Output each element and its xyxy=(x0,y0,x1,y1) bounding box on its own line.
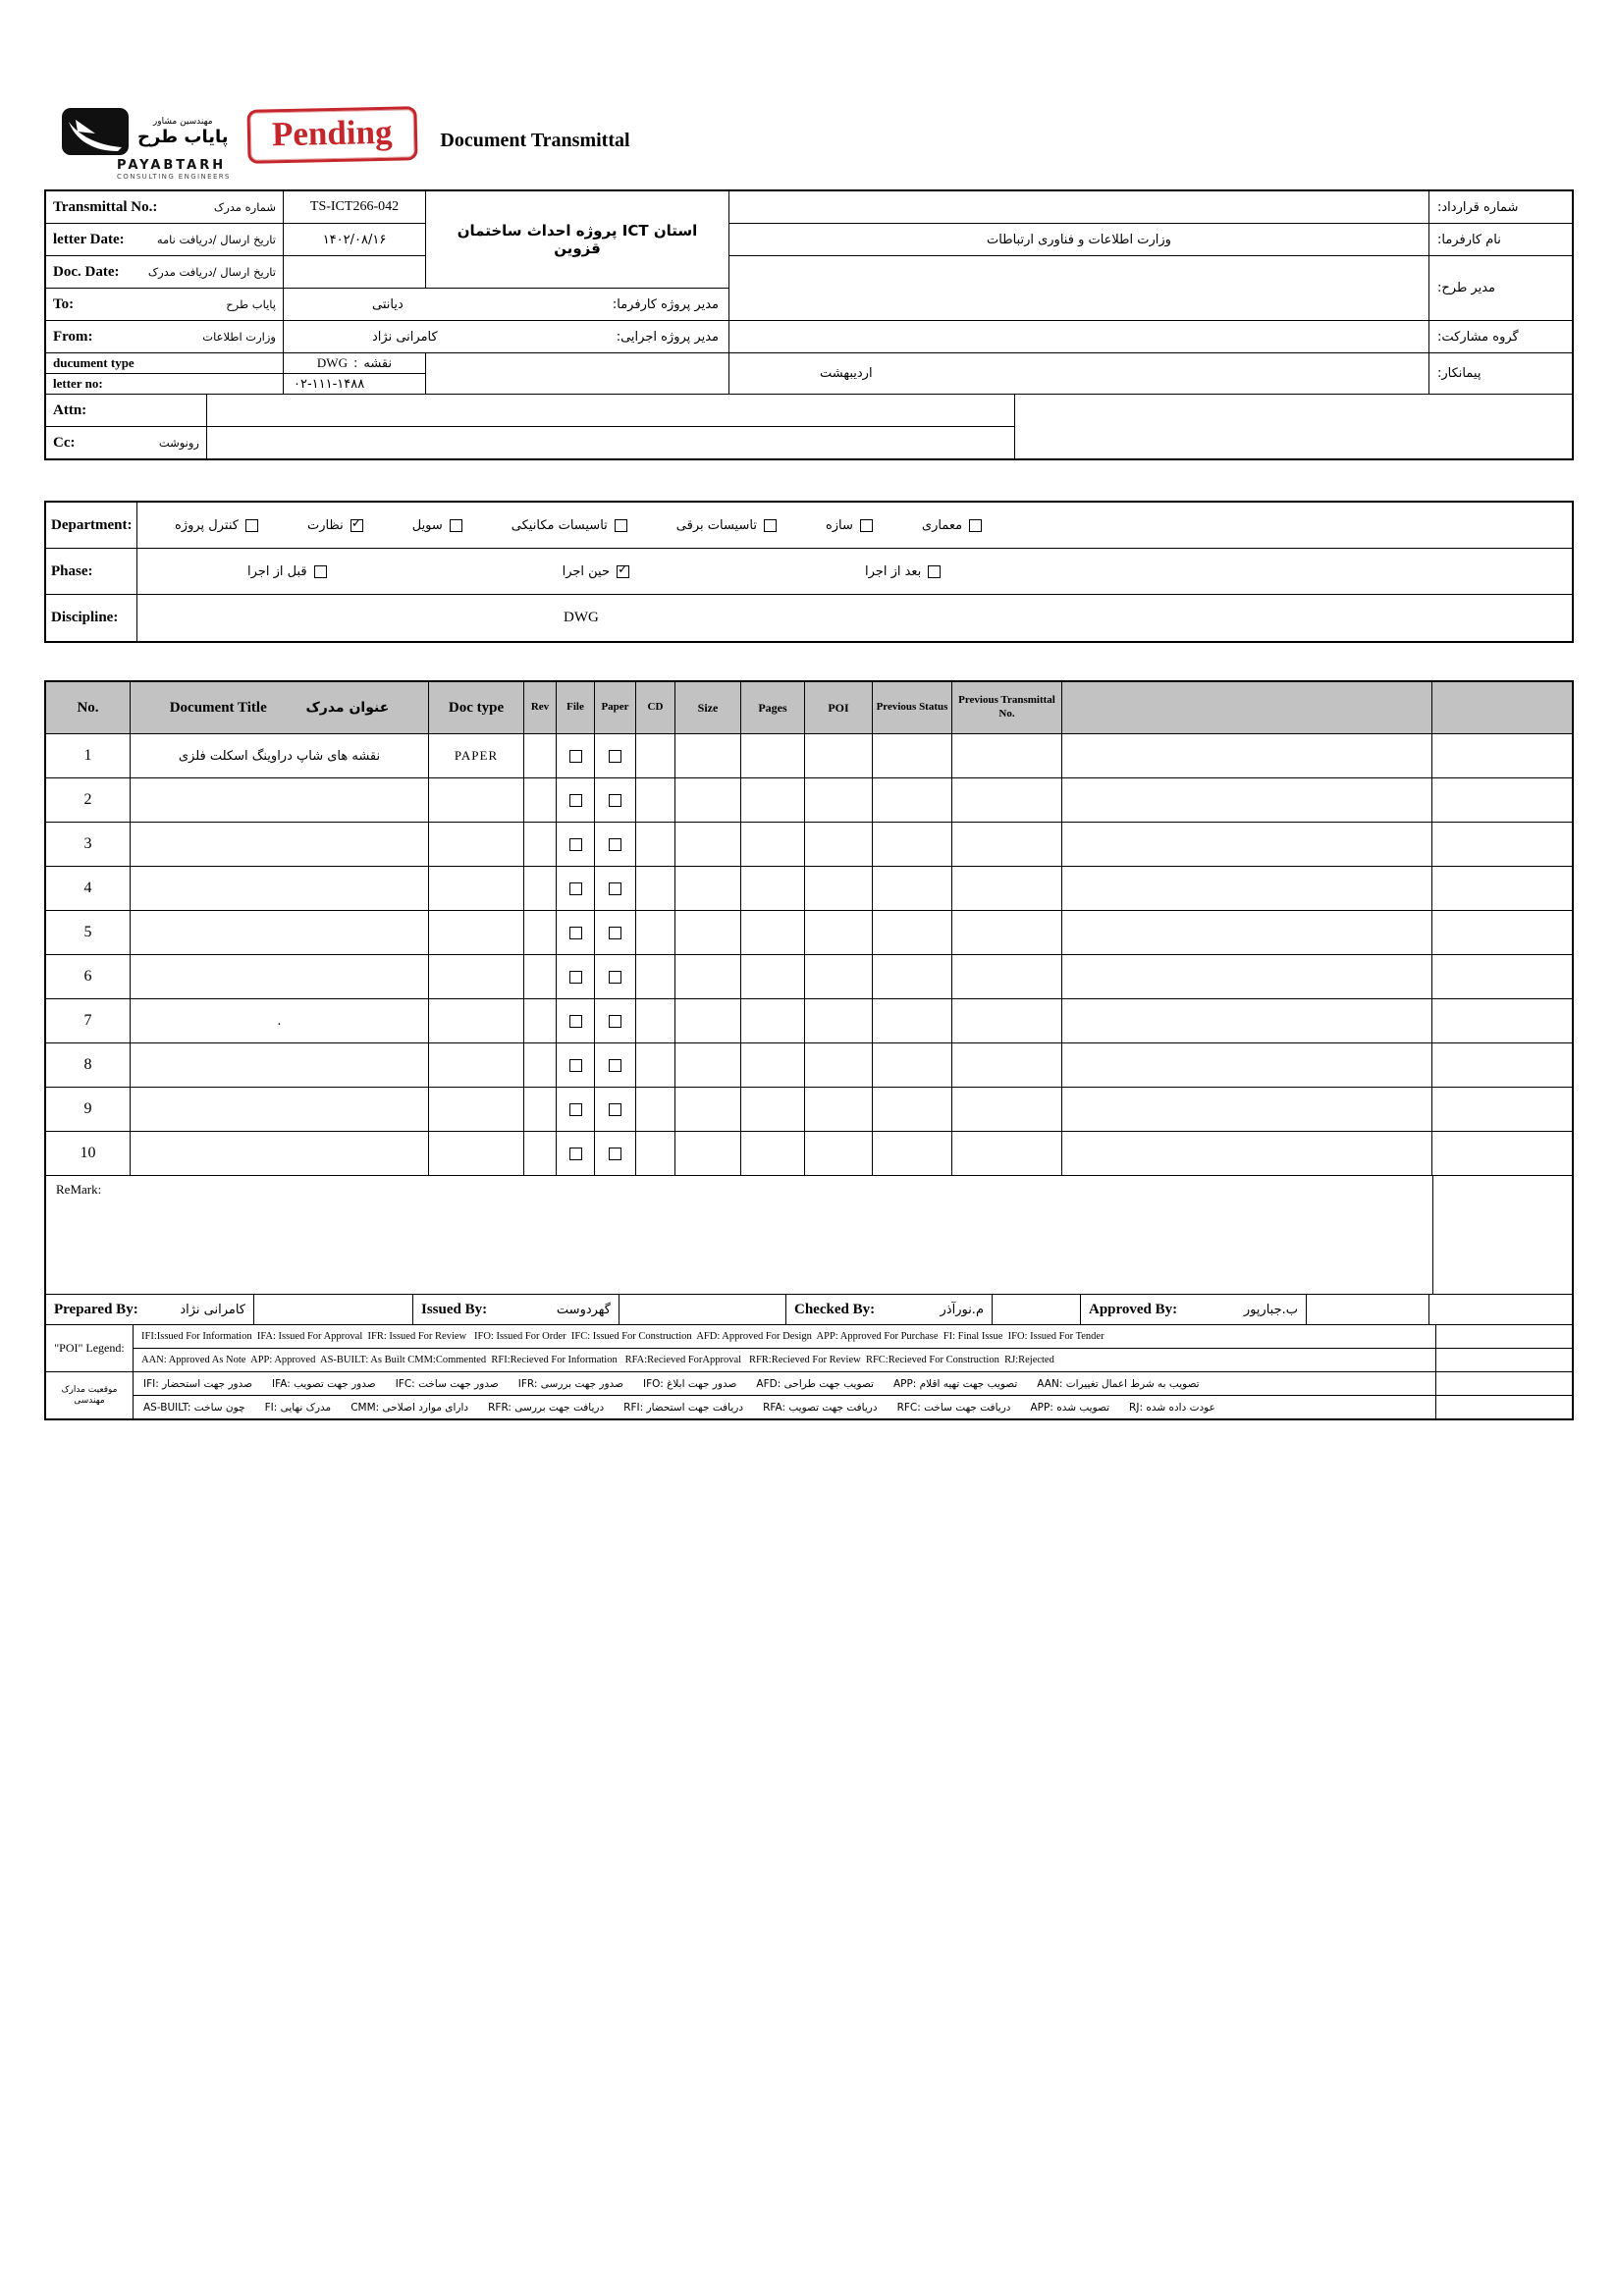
discipline-label: Discipline: xyxy=(46,595,136,641)
row-pages xyxy=(741,867,804,910)
row-paper xyxy=(595,1132,635,1175)
row-size xyxy=(675,1043,740,1087)
row-document-title xyxy=(131,1043,428,1087)
empty-cell xyxy=(1436,1372,1572,1395)
poi-legend-label: "POI" Legend: xyxy=(46,1325,133,1371)
row-cd xyxy=(636,1043,674,1087)
row-previous-transmittal xyxy=(952,955,1061,998)
row-rev xyxy=(524,999,556,1042)
phase-option-label: قبل از اجرا xyxy=(247,563,307,579)
row-doc-type xyxy=(429,1043,523,1087)
department-option-checkbox[interactable] xyxy=(350,519,363,532)
row-doc-type xyxy=(429,911,523,954)
row-cd xyxy=(636,1088,674,1131)
row-cd xyxy=(636,911,674,954)
table-row xyxy=(46,734,1572,777)
empty-cell xyxy=(993,1295,1080,1324)
phase-option-checkbox[interactable] xyxy=(617,565,629,578)
header-extra xyxy=(1062,682,1431,733)
row-no: 8 xyxy=(46,1043,130,1087)
row-right xyxy=(1432,778,1572,822)
phase-option xyxy=(865,564,941,579)
row-extra xyxy=(1062,1088,1431,1131)
client-name-label: نام کارفرما: xyxy=(1429,224,1572,255)
phase-option-label: حین اجرا xyxy=(562,563,610,579)
client-name-value: وزارت اطلاعات و فناوری ارتباطات xyxy=(729,224,1428,255)
company-logo xyxy=(62,108,273,181)
doc-date-label: Doc. Date: تاریخ ارسال /دریافت مدرک xyxy=(46,256,283,288)
row-poi xyxy=(805,734,872,777)
row-previous-transmittal xyxy=(952,1043,1061,1087)
legend-en-line1: IFI:Issued For Information IFA: Issued For Approval IFR: Issued For Review IFO: Issued For Order IFC: Issued For Construction AFD: Approved For Design APP: Approved For Purchase FI: Final Issue IFO: Issued For Tender xyxy=(134,1325,1435,1348)
paper-checkbox[interactable] xyxy=(609,750,621,763)
row-rev xyxy=(524,778,556,822)
project-title: پروژه احداث ساختمان ICT استان قزوین xyxy=(426,191,728,288)
letter-no-value: ۰۲-۱۱۱-۱۴۸۸ xyxy=(284,374,425,394)
row-document-title xyxy=(131,1088,428,1131)
legend-fa-label: موقعیت مدارک مهندسی xyxy=(46,1372,133,1418)
legend-en-line2: AAN: Approved As Note APP: Approved AS-BUILT: As Built CMM:Commented RFI:Recieved For Information RFA:Recieved ForApproval RFR:Recieved For Review RFC:Recieved For Construction RJ:Rejected xyxy=(134,1349,1435,1371)
logo-name-en: PAYABTARH xyxy=(117,158,227,173)
table-row xyxy=(46,910,1572,954)
contractor-value: اردیبهشت xyxy=(729,353,1428,394)
row-rev xyxy=(524,1088,556,1131)
row-paper xyxy=(595,911,635,954)
file-checkbox[interactable] xyxy=(569,1148,582,1160)
row-rev xyxy=(524,911,556,954)
remark-label: ReMark: xyxy=(46,1176,1432,1294)
row-file xyxy=(557,734,594,777)
file-checkbox[interactable] xyxy=(569,882,582,895)
row-extra xyxy=(1062,734,1431,777)
row-pages xyxy=(741,778,804,822)
row-paper xyxy=(595,999,635,1042)
row-previous-transmittal xyxy=(952,1132,1061,1175)
header-right xyxy=(1432,682,1572,733)
paper-checkbox[interactable] xyxy=(609,971,621,984)
row-extra xyxy=(1062,1043,1431,1087)
signatures-row xyxy=(46,1294,1572,1324)
department-option xyxy=(826,518,873,533)
row-paper xyxy=(595,867,635,910)
row-previous-transmittal xyxy=(952,1088,1061,1131)
row-file xyxy=(557,999,594,1042)
row-doc-type xyxy=(429,955,523,998)
row-paper xyxy=(595,823,635,866)
row-file xyxy=(557,911,594,954)
department-option-label: تاسیسات برقی xyxy=(675,517,757,533)
row-poi xyxy=(805,823,872,866)
row-no: 4 xyxy=(46,867,130,910)
row-poi xyxy=(805,911,872,954)
row-file xyxy=(557,867,594,910)
legend-fa-line1: IFI: صدور جهت استحضار IFA: صدور جهت تصویب IFC: صدور جهت ساخت IFR: صدور جهت بررسی IFO: صدور جهت ابلاغ AFD: تصویب جهت طراحی APP: تصویب جهت تهیه اقلام AAN: تصویب به شرط اعمال تغییرات xyxy=(134,1372,1435,1395)
row-size xyxy=(675,734,740,777)
row-doc-type: PAPER xyxy=(429,734,523,777)
row-rev xyxy=(524,867,556,910)
executive-pm-field: مدیر پروژه اجرایی: کامرانی نژاد xyxy=(284,321,728,352)
empty-cell xyxy=(1429,1295,1572,1324)
row-extra xyxy=(1062,999,1431,1042)
issued-by: Issued By: گهردوست xyxy=(413,1295,619,1324)
row-previous-status xyxy=(873,955,951,998)
table-row xyxy=(46,777,1572,822)
empty-cell xyxy=(1436,1396,1572,1418)
phase-option-checkbox[interactable] xyxy=(928,565,941,578)
file-checkbox[interactable] xyxy=(569,1103,582,1116)
row-extra xyxy=(1062,823,1431,866)
row-previous-status xyxy=(873,823,951,866)
row-right xyxy=(1432,734,1572,777)
row-file xyxy=(557,1132,594,1175)
row-pages xyxy=(741,999,804,1042)
row-rev xyxy=(524,823,556,866)
row-size xyxy=(675,955,740,998)
paper-checkbox[interactable] xyxy=(609,1103,621,1116)
row-size xyxy=(675,911,740,954)
header-rev: Rev xyxy=(524,682,556,733)
row-right xyxy=(1432,911,1572,954)
department-option-label: سویل xyxy=(411,517,443,533)
letter-no-label: letter no: xyxy=(46,374,283,394)
empty-cell xyxy=(254,1295,412,1324)
header-size: Size xyxy=(675,682,740,733)
from-field: From: وزارت اطلاعات xyxy=(46,321,283,352)
row-rev xyxy=(524,1043,556,1087)
department-option xyxy=(512,518,627,533)
row-right xyxy=(1432,867,1572,910)
department-option xyxy=(676,518,777,533)
row-document-title xyxy=(131,778,428,822)
header-cd: CD xyxy=(636,682,674,733)
contractor-label: پیمانکار: xyxy=(1429,353,1572,394)
department-option-label: سازه xyxy=(825,517,853,533)
row-file xyxy=(557,1088,594,1131)
phase-options xyxy=(137,549,1572,594)
paper-checkbox[interactable] xyxy=(609,882,621,895)
discipline-value: DWG xyxy=(137,595,1572,641)
row-paper xyxy=(595,955,635,998)
file-checkbox[interactable] xyxy=(569,927,582,939)
document-type-value: نقشه : DWG xyxy=(284,353,425,373)
row-pages xyxy=(741,955,804,998)
department-option-checkbox[interactable] xyxy=(245,519,258,532)
row-file xyxy=(557,955,594,998)
row-file xyxy=(557,1043,594,1087)
row-extra xyxy=(1062,1132,1431,1175)
row-poi xyxy=(805,999,872,1042)
file-checkbox[interactable] xyxy=(569,1059,582,1072)
document-type-label: ducument type xyxy=(46,353,283,373)
row-cd xyxy=(636,999,674,1042)
row-extra xyxy=(1062,911,1431,954)
row-previous-transmittal xyxy=(952,999,1061,1042)
row-no: 7 xyxy=(46,999,130,1042)
department-option-checkbox[interactable] xyxy=(450,519,462,532)
row-previous-status xyxy=(873,999,951,1042)
row-previous-status xyxy=(873,734,951,777)
checked-by: Checked By: م.نورآذر xyxy=(786,1295,992,1324)
table-header-row xyxy=(46,682,1572,733)
department-label: Department: xyxy=(46,503,136,548)
file-checkbox[interactable] xyxy=(569,750,582,763)
row-document-title xyxy=(131,955,428,998)
header-poi: POI xyxy=(805,682,872,733)
phase-option xyxy=(247,564,327,579)
paper-checkbox[interactable] xyxy=(609,1015,621,1028)
documents-table xyxy=(44,680,1574,1420)
prepared-by: Prepared By: کامرانی نژاد xyxy=(46,1295,253,1324)
partnership-label: گروه مشارکت: xyxy=(1429,321,1572,352)
row-previous-transmittal xyxy=(952,823,1061,866)
row-doc-type xyxy=(429,867,523,910)
row-extra xyxy=(1062,867,1431,910)
row-no: 10 xyxy=(46,1132,130,1175)
department-option-label: معماری xyxy=(921,517,963,533)
client-pm-field: مدیر پروژه کارفرما: دیانتی xyxy=(284,289,728,320)
cc-value xyxy=(207,427,1014,458)
row-size xyxy=(675,1088,740,1131)
header-file: File xyxy=(557,682,594,733)
classification-table xyxy=(44,501,1574,643)
row-no: 9 xyxy=(46,1088,130,1131)
file-checkbox[interactable] xyxy=(569,794,582,807)
row-right xyxy=(1432,1043,1572,1087)
row-document-title: نقشه های شاپ دراوینگ اسکلت فلزی xyxy=(131,734,428,777)
payabtarh-logo-icon xyxy=(62,108,129,155)
empty-cell xyxy=(426,353,728,394)
row-rev xyxy=(524,1132,556,1175)
table-row xyxy=(46,822,1572,866)
row-pages xyxy=(741,911,804,954)
row-pages xyxy=(741,823,804,866)
header-previous-status: Previous Status xyxy=(873,682,951,733)
doc-date-value xyxy=(284,256,425,288)
header-no: No. xyxy=(46,682,130,733)
row-no: 2 xyxy=(46,778,130,822)
header-pages: Pages xyxy=(741,682,804,733)
row-paper xyxy=(595,734,635,777)
plan-manager-label: مدیر طرح: xyxy=(1429,256,1572,320)
paper-checkbox[interactable] xyxy=(609,927,621,939)
row-no: 5 xyxy=(46,911,130,954)
row-no: 3 xyxy=(46,823,130,866)
row-previous-status xyxy=(873,911,951,954)
row-size xyxy=(675,867,740,910)
contract-no-label: شماره قرارداد: xyxy=(1429,191,1572,223)
row-right xyxy=(1432,1132,1572,1175)
row-rev xyxy=(524,734,556,777)
row-file xyxy=(557,823,594,866)
logo-tagline: مهندسین مشاور xyxy=(152,116,213,127)
row-size xyxy=(675,823,740,866)
row-poi xyxy=(805,1088,872,1131)
approved-by: Approved By: ب.جبارپور xyxy=(1081,1295,1306,1324)
header-document-title: Document Title عنوان مدرک xyxy=(131,682,428,733)
paper-checkbox[interactable] xyxy=(609,1059,621,1072)
row-pages xyxy=(741,734,804,777)
row-cd xyxy=(636,955,674,998)
row-cd xyxy=(636,734,674,777)
row-no: 6 xyxy=(46,955,130,998)
row-pages xyxy=(741,1132,804,1175)
phase-option-label: بعد از اجرا xyxy=(865,563,922,579)
department-option-checkbox[interactable] xyxy=(764,519,777,532)
department-option-label: تاسیسات مکانیکی xyxy=(511,517,608,533)
header-previous-transmittal: Previous Transmittal No. xyxy=(952,682,1061,733)
row-extra xyxy=(1062,955,1431,998)
logo-subtitle: CONSULTING ENGINEERS xyxy=(117,173,231,181)
row-cd xyxy=(636,867,674,910)
department-option-checkbox[interactable] xyxy=(969,519,982,532)
pending-stamp: Pending xyxy=(246,106,417,164)
table-row xyxy=(46,866,1572,910)
row-document-title xyxy=(131,911,428,954)
row-poi xyxy=(805,1132,872,1175)
department-option-checkbox[interactable] xyxy=(860,519,873,532)
paper-checkbox[interactable] xyxy=(609,794,621,807)
row-doc-type xyxy=(429,778,523,822)
empty-cell xyxy=(1436,1325,1572,1348)
row-previous-status xyxy=(873,1043,951,1087)
row-doc-type xyxy=(429,1088,523,1131)
attn-label: Attn: xyxy=(46,395,206,426)
row-previous-transmittal xyxy=(952,734,1061,777)
phase-label: Phase: xyxy=(46,549,136,594)
row-right xyxy=(1432,823,1572,866)
row-cd xyxy=(636,1132,674,1175)
department-option xyxy=(175,518,258,533)
department-option-checkbox[interactable] xyxy=(615,519,627,532)
row-size xyxy=(675,1132,740,1175)
empty-cell xyxy=(1436,1349,1572,1371)
table-body xyxy=(46,733,1572,1175)
file-checkbox[interactable] xyxy=(569,838,582,851)
table-row xyxy=(46,1087,1572,1131)
row-previous-transmittal xyxy=(952,911,1061,954)
row-doc-type xyxy=(429,1132,523,1175)
file-checkbox[interactable] xyxy=(569,1015,582,1028)
header-doc-type: Doc type xyxy=(429,682,523,733)
legend-fa-line2: AS-BUILT: چون ساخت FI: مدرک نهایی CMM: دارای موارد اصلاحی RFR: دریافت جهت بررسی RFI: دریافت جهت استحضار RFA: دریافت جهت تصویب RFC: دریافت جهت ساخت APP: تصویب شده RJ: عودت داده شده xyxy=(134,1396,1435,1418)
row-paper xyxy=(595,1088,635,1131)
row-cd xyxy=(636,823,674,866)
header-paper: Paper xyxy=(595,682,635,733)
row-doc-type xyxy=(429,823,523,866)
row-cd xyxy=(636,778,674,822)
department-option-label: نظارت xyxy=(306,517,344,533)
partnership-value xyxy=(729,321,1428,352)
table-row xyxy=(46,1042,1572,1087)
table-row xyxy=(46,998,1572,1042)
letter-date-label: letter Date: تاریخ ارسال /دریافت نامه xyxy=(46,224,283,255)
phase-option xyxy=(563,564,629,579)
row-file xyxy=(557,778,594,822)
row-poi xyxy=(805,867,872,910)
paper-checkbox[interactable] xyxy=(609,838,621,851)
department-option xyxy=(412,518,462,533)
row-rev xyxy=(524,955,556,998)
row-previous-transmittal xyxy=(952,867,1061,910)
row-right xyxy=(1432,1088,1572,1131)
row-poi xyxy=(805,778,872,822)
row-document-title xyxy=(131,867,428,910)
row-document-title: . xyxy=(131,999,428,1042)
row-previous-status xyxy=(873,778,951,822)
table-row xyxy=(46,1131,1572,1175)
row-pages xyxy=(741,1088,804,1131)
row-extra xyxy=(1062,778,1431,822)
row-no: 1 xyxy=(46,734,130,777)
file-checkbox[interactable] xyxy=(569,971,582,984)
empty-cell xyxy=(619,1295,785,1324)
department-options xyxy=(137,503,1572,548)
remark-section xyxy=(46,1175,1572,1294)
row-size xyxy=(675,778,740,822)
row-right xyxy=(1432,955,1572,998)
row-poi xyxy=(805,955,872,998)
row-size xyxy=(675,999,740,1042)
row-previous-status xyxy=(873,1132,951,1175)
row-poi xyxy=(805,1043,872,1087)
row-document-title xyxy=(131,823,428,866)
page-title: Document Transmittal xyxy=(440,130,630,151)
table-row xyxy=(46,954,1572,998)
contract-no-value xyxy=(729,191,1428,223)
to-field: To: پایاب طرح xyxy=(46,289,283,320)
row-pages xyxy=(741,1043,804,1087)
department-option-label: کنترل پروژه xyxy=(175,517,239,533)
empty-cell xyxy=(1307,1295,1428,1324)
cc-label: Cc: رونوشت xyxy=(46,427,206,458)
plan-manager-value xyxy=(729,256,1428,320)
department-option xyxy=(307,518,363,533)
transmittal-info-table xyxy=(44,189,1574,460)
row-paper xyxy=(595,778,635,822)
empty-cell xyxy=(1015,395,1572,458)
department-option xyxy=(922,518,982,533)
transmittal-no-label: Transmittal No.: شماره مدرک xyxy=(46,191,283,223)
row-doc-type xyxy=(429,999,523,1042)
row-previous-status xyxy=(873,1088,951,1131)
letter-date-value: ۱۴۰۲/۰۸/۱۶ xyxy=(284,224,425,255)
empty-cell xyxy=(1433,1176,1572,1294)
row-paper xyxy=(595,1043,635,1087)
row-document-title xyxy=(131,1132,428,1175)
transmittal-no-value: TS-ICT266-042 xyxy=(284,191,425,223)
logo-name-fa: پایاب طرح xyxy=(137,126,229,147)
row-previous-status xyxy=(873,867,951,910)
attn-value xyxy=(207,395,1014,426)
row-previous-transmittal xyxy=(952,778,1061,822)
legend-section xyxy=(46,1324,1572,1418)
paper-checkbox[interactable] xyxy=(609,1148,621,1160)
phase-option-checkbox[interactable] xyxy=(314,565,327,578)
row-right xyxy=(1432,999,1572,1042)
